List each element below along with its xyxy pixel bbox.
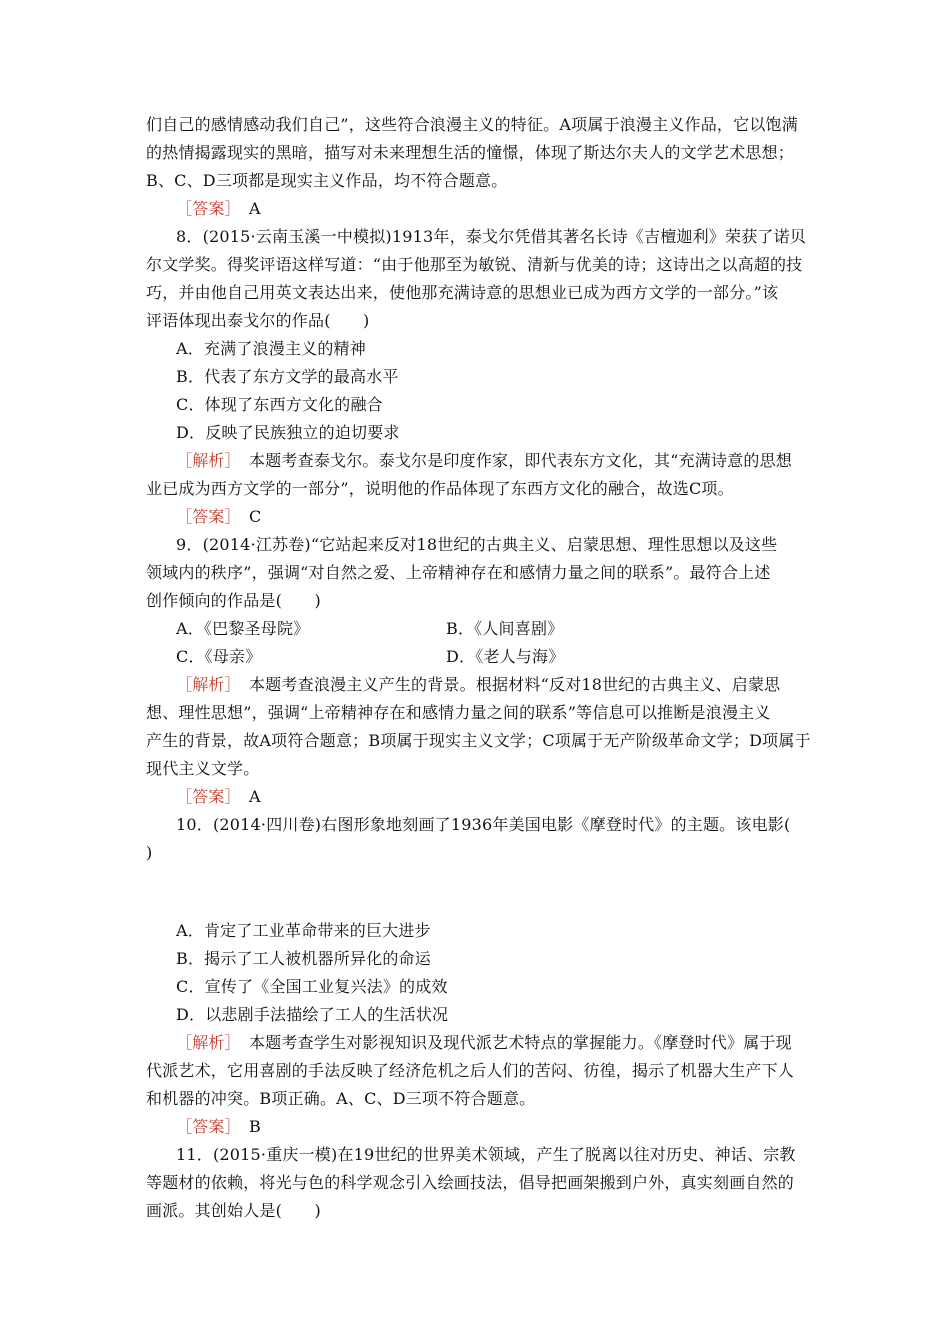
text-line: B、C、D三项都是现实主义作品，均不符合题意。 (146, 171, 508, 190)
question-line: 9．(2014·江苏卷)“它站起来反对18世纪的古典主义、启蒙思想、理性思想以及这些 (176, 535, 778, 554)
analysis-text: 本题考查泰戈尔。泰戈尔是印度作家，即代表东方文化，其“充满诗意的思想 (232, 451, 792, 470)
answer-tag: ［答案］ (176, 199, 233, 218)
answer-line (176, 1117, 261, 1137)
answer-tag: ［答案］ (176, 507, 233, 526)
analysis-text: 本题考查学生对影视知识及现代派艺术特点的掌握能力。《摩登时代》属于现 (232, 1033, 792, 1052)
text-line: 产生的背景，故A项符合题意；B项属于现实主义文学；C项属于无产阶级革命文学；D项属于 (146, 731, 811, 750)
answer-line (176, 199, 261, 219)
text-line: 尔文学奖。得奖评语这样写道：“由于他那至为敏锐、清新与优美的诗；这诗出之以高超的技 (146, 255, 803, 274)
text-line: 的热情揭露现实的黑暗，描写对未来理想生活的憧憬，体现了斯达尔夫人的文学艺术思想； (146, 143, 795, 162)
text-line: 和机器的冲突。B项正确。A、C、D三项不符合题意。 (146, 1089, 536, 1108)
option-d: D．反映了民族独立的迫切要求 (176, 423, 400, 442)
analysis-tag: ［解析］ (176, 675, 233, 694)
text-line: 评语体现出泰戈尔的作品( ) (146, 311, 370, 330)
analysis-tag: ［解析］ (176, 1033, 233, 1052)
option-d: D．《老人与海》 (446, 647, 565, 666)
option-a: A．肯定了工业革命带来的巨大进步 (176, 921, 431, 940)
text-line: ) (146, 843, 153, 862)
text-line: 代派艺术，它用喜剧的手法反映了经济危机之后人们的苦闷、彷徨，揭示了机器大生产下人 (146, 1061, 795, 1080)
answer-value: C (232, 507, 262, 526)
text-line: 巧，并由他自己用英文表达出来，使他那充满诗意的思想业已成为西方文学的一部分。”该 (146, 283, 779, 302)
answer-value: B (232, 1117, 261, 1136)
analysis-line (176, 675, 780, 695)
answer-value: A (232, 787, 261, 806)
answer-value: A (232, 199, 261, 218)
answer-line (176, 507, 261, 527)
text-line: 们自己的感情感动我们自己”，这些符合浪漫主义的特征。A项属于浪漫主义作品，它以饱满 (146, 115, 798, 134)
option-a: A．充满了浪漫主义的精神 (176, 339, 366, 358)
text-line: 想、理性思想”，强调“上帝精神存在和感情力量之间的联系”等信息可以推断是浪漫主义 (146, 703, 771, 722)
text-line: 等题材的依赖，将光与色的科学观念引入绘画技法，倡导把画架搬到户外，真实刻画自然的 (146, 1173, 795, 1192)
analysis-line (176, 1033, 792, 1053)
answer-tag: ［答案］ (176, 787, 233, 806)
question-line: 8．(2015·云南玉溪一中模拟)1913年，泰戈尔凭借其著名长诗《吉檀迦利》荣获了诺贝 (176, 227, 806, 246)
analysis-tag: ［解析］ (176, 451, 233, 470)
question-line: 11．(2015·重庆一模)在19世纪的世界美术领域，产生了脱离以往对历史、神话、宗教 (176, 1145, 796, 1164)
text-line: 现代主义文学。 (146, 759, 260, 778)
option-b: B．《人间喜剧》 (446, 619, 564, 638)
option-c: C．《母亲》 (176, 647, 262, 666)
option-b: B．代表了东方文学的最高水平 (176, 367, 399, 386)
text-line: 画派。其创始人是( ) (146, 1201, 321, 1220)
analysis-line (176, 451, 792, 471)
text-line: 业已成为西方文学的一部分”，说明他的作品体现了东西方文化的融合，故选C项。 (146, 479, 734, 498)
question-line: 10．(2014·四川卷)右图形象地刻画了1936年美国电影《摩登时代》的主题。该电影( (176, 815, 791, 834)
option-a: A．《巴黎圣母院》 (176, 619, 310, 638)
answer-tag: ［答案］ (176, 1117, 233, 1136)
option-c: C．体现了东西方文化的融合 (176, 395, 383, 414)
text-line: 创作倾向的作品是( ) (146, 591, 321, 610)
option-c: C．宣传了《全国工业复兴法》的成效 (176, 977, 448, 996)
option-d: D．以悲剧手法描绘了工人的生活状况 (176, 1005, 449, 1024)
option-b: B．揭示了工人被机器所异化的命运 (176, 949, 431, 968)
answer-line (176, 787, 261, 807)
text-line: 领域内的秩序”，强调“对自然之爱、上帝精神存在和感情力量之间的联系”。最符合上述 (146, 563, 771, 582)
analysis-text: 本题考查浪漫主义产生的背景。根据材料“反对18世纪的古典主义、启蒙思 (232, 675, 781, 694)
